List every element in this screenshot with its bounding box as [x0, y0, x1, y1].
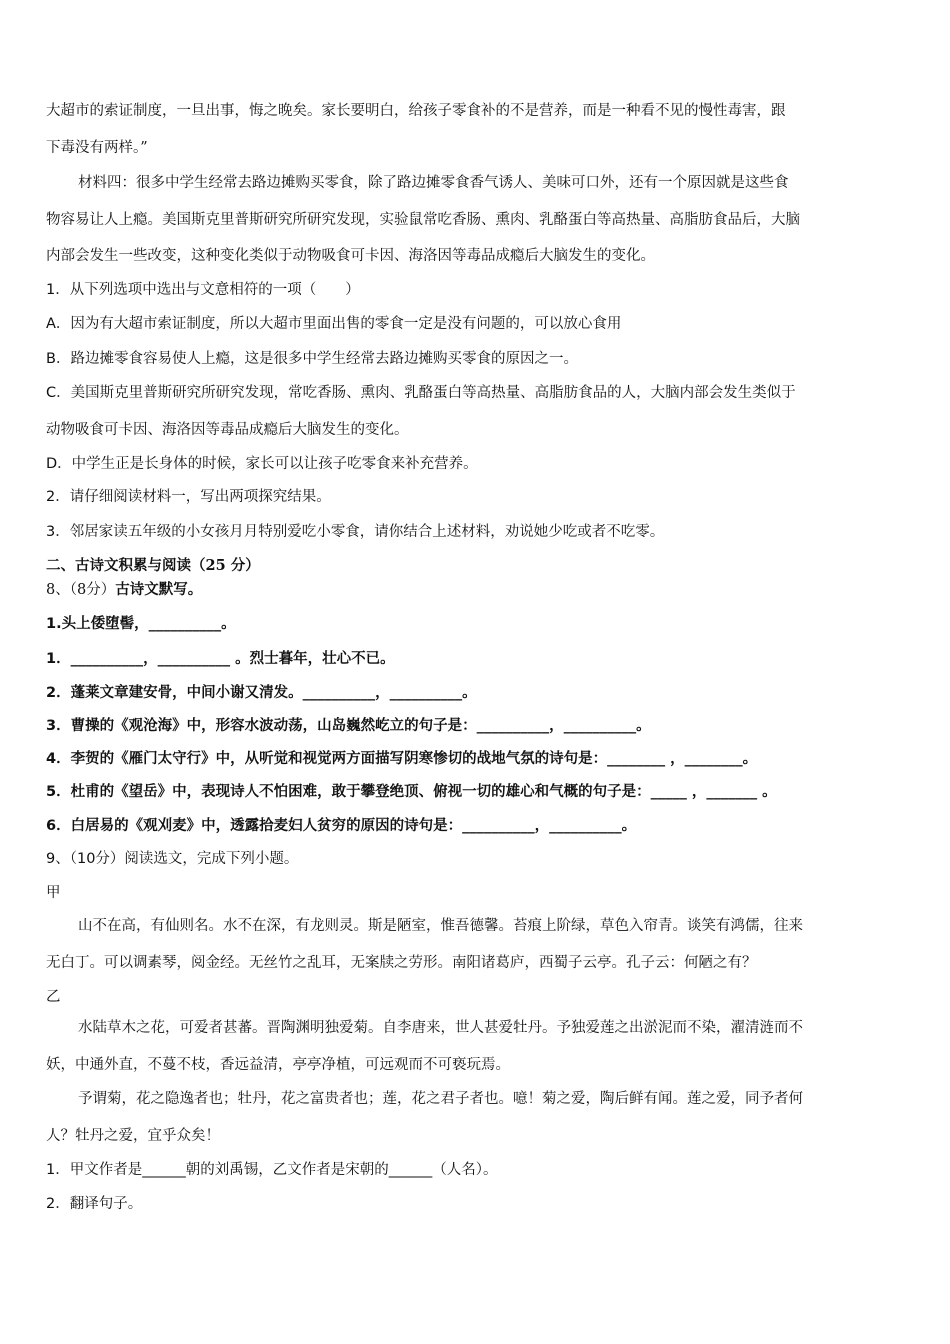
text-jia-label: 甲 [46, 885, 61, 901]
option-c-cont: 动物吸食可卡因、海洛因等毒品成瘾后大脑发生的变化。 [46, 422, 409, 438]
recite-line: 1.头上倭堕髻，__________。 [46, 616, 236, 632]
text-yi-line: 人？牡丹之爱，宜乎众矣！ [46, 1128, 220, 1144]
text-jia-line: 山不在高，有仙则名。水不在深，有龙则灵。斯是陋室，惟吾德馨。苔痕上阶绿，草色入帘青。谈笑有鸿儒，往来 [78, 918, 803, 934]
question-8-score: 8、（8分） [46, 582, 116, 598]
question-3: 3．邻居家读五年级的小女孩月月特别爱吃小零食，请你结合上述材料，劝说她少吃或者不吃零。 [46, 524, 665, 540]
recite-line: 4．李贺的《雁门太守行》中，从听觉和视觉两方面描写阴寒惨切的战地气氛的诗句是：________ ，________。 [46, 751, 758, 767]
option-d: D．中学生正是长身体的时候，家长可以让孩子吃零食来补充营养。 [46, 456, 478, 472]
section-heading: 二、古诗文积累与阅读（25 分） [46, 557, 260, 574]
option-a: A．因为有大超市索证制度，所以大超市里面出售的零食一定是没有问题的，可以放心食用 [46, 316, 622, 332]
question-9-header: 9、（10分）阅读选文，完成下列小题。 [46, 851, 299, 867]
text-yi-line: 水陆草木之花，可爱者甚蕃。晋陶渊明独爱菊。自李唐来，世人甚爱牡丹。予独爱莲之出淤泥而不染，濯清涟而不 [78, 1020, 803, 1036]
passage-line: 大超市的索证制度，一旦出事，悔之晚矣。家长要明白，给孩子零食补的不是营养，而是一种看不见的慢性毒害，跟 [46, 103, 786, 119]
recite-line: 3．曹操的《观沧海》中，形容水波动荡，山岛巍然屹立的句子是：__________，__________。 [46, 718, 651, 734]
material-four-line: 材料四：很多中学生经常去路边摊购买零食，除了路边摊零食香气诱人、美味可口外，还有一个原因就是这些食 [78, 175, 789, 191]
option-b: B．路边摊零食容易使人上瘾，这是很多中学生经常去路边摊购买零食的原因之一。 [46, 351, 578, 367]
text-yi-line: 予谓菊，花之隐逸者也；牡丹，花之富贵者也；莲，花之君子者也。噫！菊之爱，陶后鲜有闻。莲之爱，同予者何 [78, 1091, 803, 1107]
question-1: 1．从下列选项中选出与文意相符的一项（ ） [46, 282, 360, 298]
option-c: C．美国斯克里普斯研究所研究发现，常吃香肠、熏肉、乳酪蛋白等高热量、高脂肪食品的人，大脑内部会发生类似于 [46, 385, 796, 401]
recite-line: 1．__________，__________ 。烈士暮年，壮心不已。 [46, 651, 395, 667]
material-four-line: 内部会发生一些改变，这种变化类似于动物吸食可卡因、海洛因等毒品成瘾后大脑发生的变化。 [46, 248, 655, 264]
recite-line: 5．杜甫的《望岳》中，表现诗人不怕困难，敢于攀登绝顶、俯视一切的雄心和气概的句子是：_____ ，_______ 。 [46, 784, 777, 800]
text-jia-line: 无白丁。可以调素琴，阅金经。无丝竹之乱耳，无案牍之劳形。南阳诸葛庐，西蜀子云亭。孔子云：何陋之有？ [46, 955, 757, 971]
passage-line: 下毒没有两样。” [46, 140, 148, 156]
material-four-line: 物容易让人上瘾。美国斯克里普斯研究所研究发现，实验鼠常吃香肠、熏肉、乳酪蛋白等高热量、高脂肪食品后，大脑 [46, 212, 800, 228]
sub-question-2: 2．翻译句子。 [46, 1196, 143, 1212]
question-2: 2．请仔细阅读材料一，写出两项探究结果。 [46, 489, 331, 505]
text-yi-label: 乙 [46, 989, 61, 1005]
sub-question-1: 1．甲文作者是______朝的刘禹锡，乙文作者是宋朝的______（人名）。 [46, 1162, 498, 1178]
recite-line: 2．蓬莱文章建安骨，中间小谢又清发。__________，__________。 [46, 685, 477, 701]
question-8-header [46, 580, 202, 600]
recite-line: 6．白居易的《观刈麦》中，透露拾麦妇人贫穷的原因的诗句是：__________，__________。 [46, 818, 637, 834]
question-8-title: 古诗文默写。 [115, 581, 203, 598]
text-yi-line: 妖，中通外直，不蔓不枝，香远益清，亭亭净植，可远观而不可亵玩焉。 [46, 1057, 510, 1073]
